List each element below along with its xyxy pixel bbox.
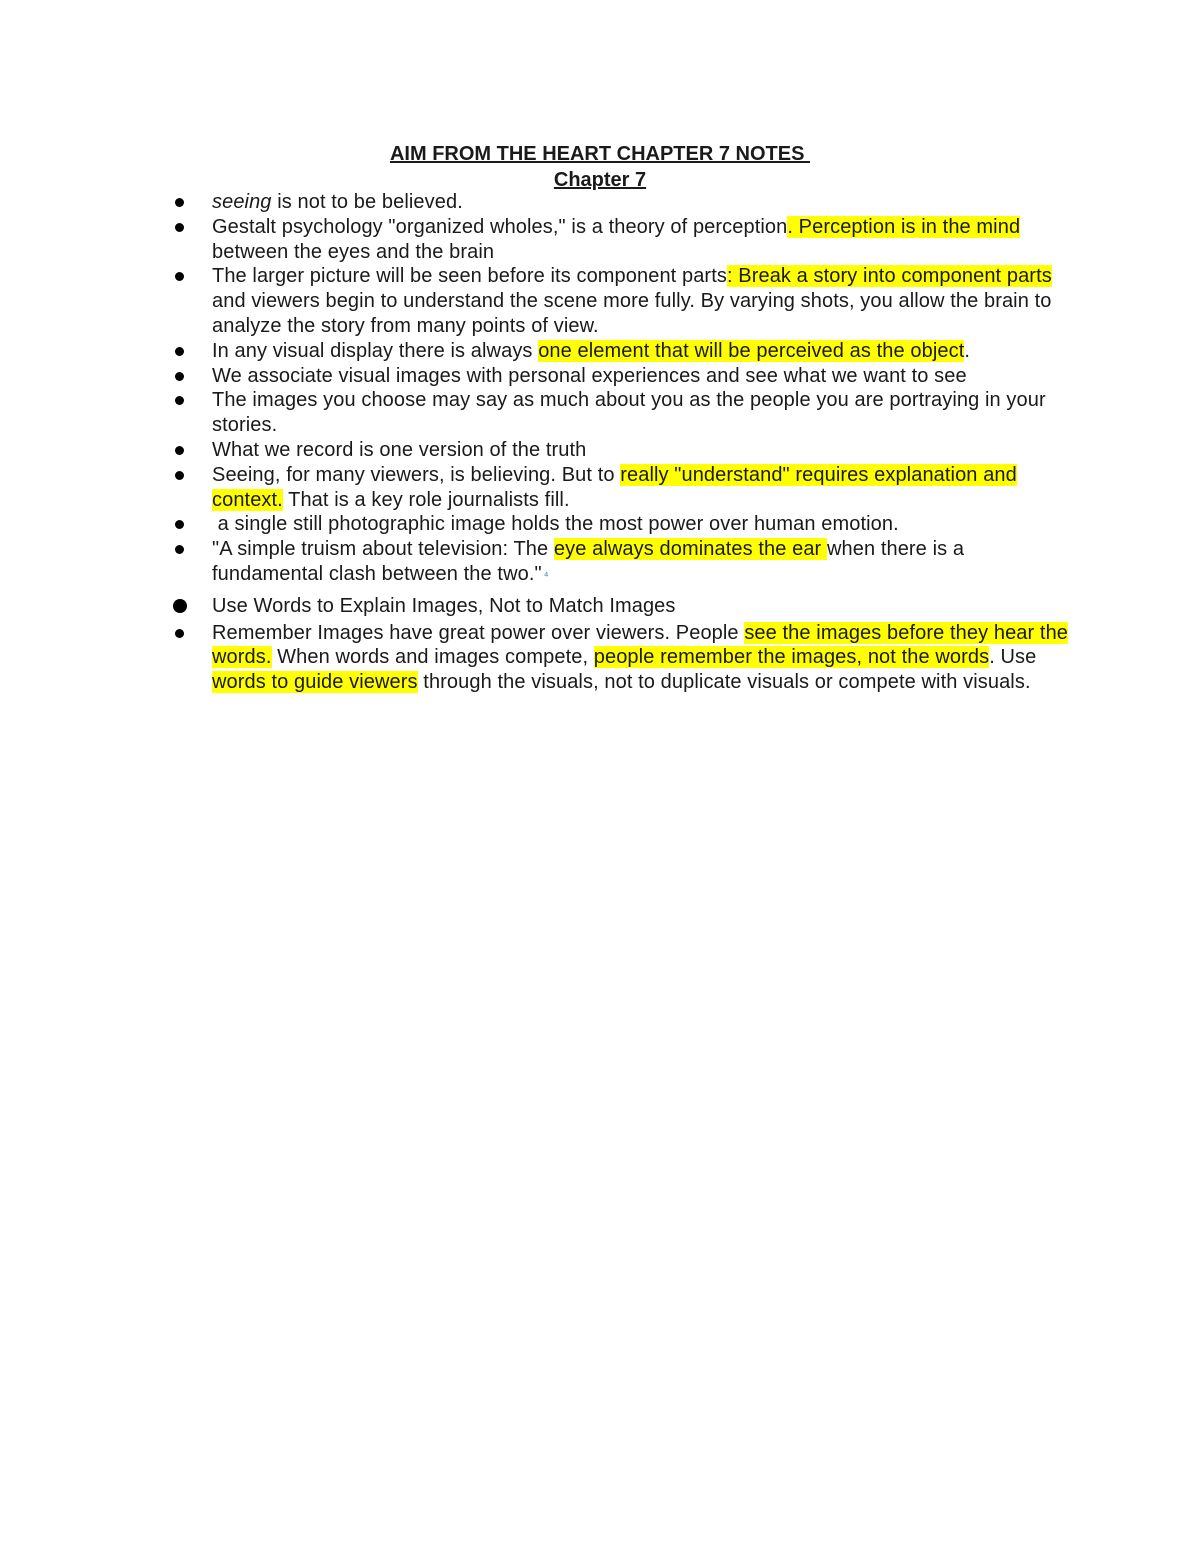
note-text: "A simple truism about television: The [212,538,554,561]
note-highlight: see the images before they hear the words. [212,621,1069,669]
bullet-icon [175,198,184,207]
note-text-emphasis: seeing [212,191,272,213]
note-text: through the visuals, not to duplicate visuals or compete with visuals. [417,671,1031,694]
note-text: We associate visual images with personal experiences and see what we want to see [212,364,967,387]
bullet-icon [175,372,184,381]
note-text: when there is a fundamental clash between the two." [212,538,965,585]
note-item [0,438,1072,463]
note-item [0,463,1072,513]
note-item [0,339,1072,364]
note-item [0,512,1072,537]
note-item [0,264,1072,338]
note-item [0,594,1072,619]
note-text: That is a key role journalists fill. [282,488,570,511]
note-text: When words and images compete, [271,646,594,669]
bullet-icon [175,272,184,281]
note-text: Use Words to Explain Images, Not to Match Images [212,594,676,617]
note-text: between the eyes and the brain [212,240,495,263]
notes-list [0,190,1200,695]
bullet-icon [175,520,184,529]
note-text: Seeing, for many viewers, is believing. But to [212,463,621,486]
note-text: and viewers begin to understand the scene more fully. By varying shots, you allow the brain to analyze the story from many points of view. [212,290,1052,337]
note-highlight: really "understand" requires explanation and context. [212,463,1017,511]
bullet-icon [173,599,187,613]
bullet-icon [175,629,184,638]
note-item [0,190,1072,215]
chapter-heading: Chapter 7 [553,169,647,191]
note-text: is not to be believed. [271,191,463,213]
bullet-icon [175,446,184,455]
note-item [0,215,1072,265]
document-title: AIM FROM THE HEART CHAPTER 7 NOTES [389,143,810,165]
note-text: In any visual display there is always [212,339,539,362]
note-text: The larger picture will be seen before its component parts [212,265,727,288]
bullet-icon [175,471,184,480]
bullet-icon [175,545,184,554]
note-highlight: words to guide viewers [212,671,418,694]
note-item [0,537,1072,589]
note-item [0,364,1072,389]
note-text: The images you choose may say as much about you as the people you are portraying in your stories. [212,389,1046,437]
bullet-icon [175,347,184,356]
note-text: Gestalt psychology "organized wholes," is a theory of perception [212,215,788,238]
footnote-marker-icon: ⁴ [543,569,549,582]
bullet-icon [175,396,184,405]
note-item [0,621,1072,695]
note-highlight: people remember the images, not the words [593,646,990,669]
note-item [0,388,1072,438]
note-text: Remember Images have great power over viewers. People [212,621,745,644]
note-text: . Use [989,646,1037,669]
note-text: What we record is one version of the truth [212,438,587,461]
note-highlight: . Perception is in the mind [787,215,1021,238]
note-highlight: : Break a story into component parts [726,265,1052,288]
note-highlight: one element that will be perceived as the object [538,339,965,362]
note-text: . [964,339,971,362]
note-highlight: eye always dominates the ear [553,538,827,561]
bullet-icon [175,223,184,232]
note-text: a single still photographic image holds the most power over human emotion. [212,513,899,536]
